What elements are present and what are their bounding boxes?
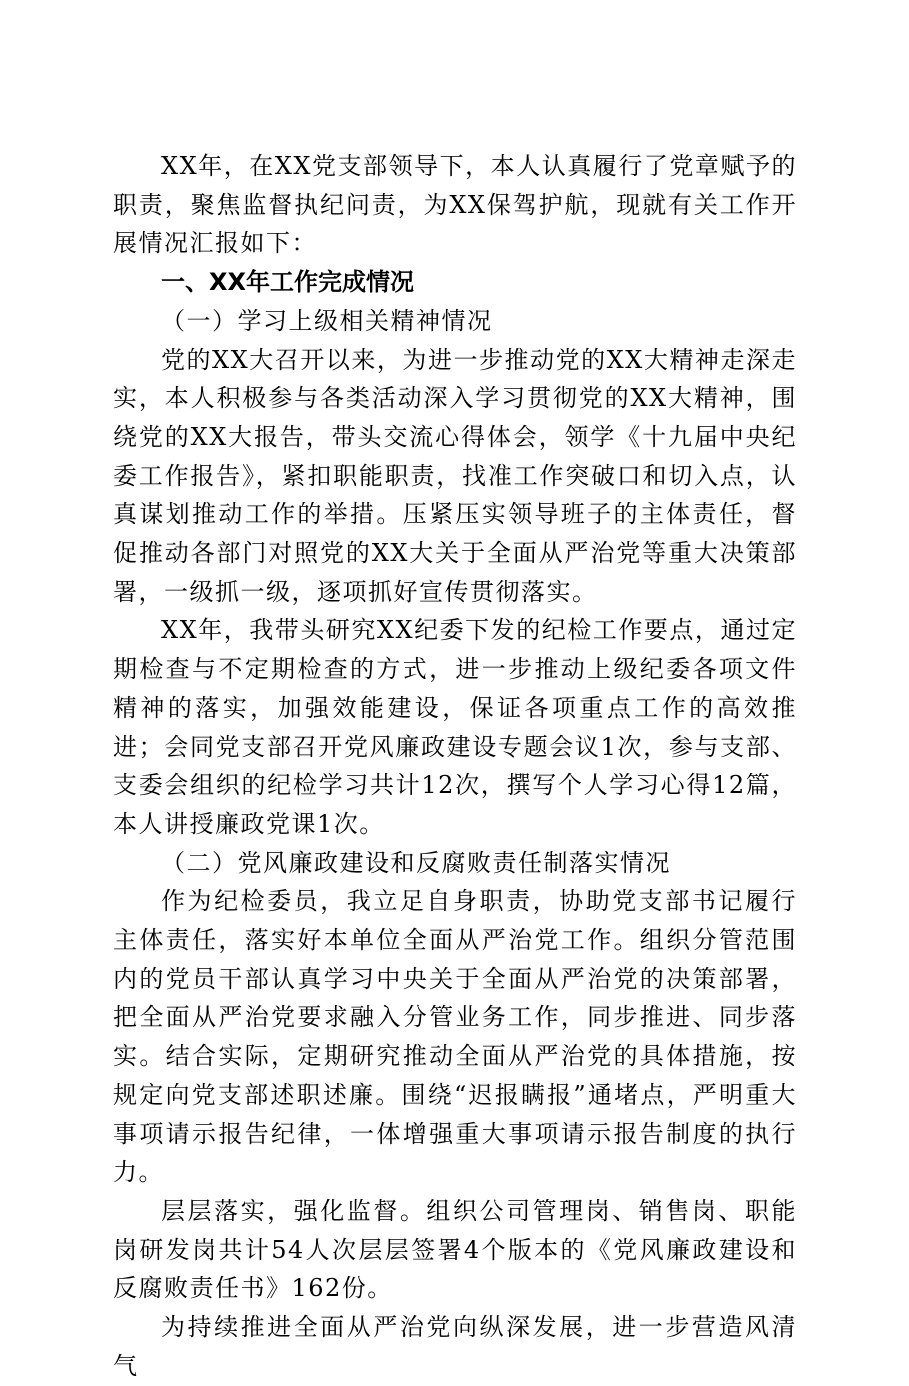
- intro-paragraph: XX年，在XX党支部领导下，本人认真履行了党章赋予的职责，聚焦监督执纪问责，为XX保驾护航，现就有关工作开展情况汇报如下：: [113, 152, 797, 258]
- paragraph-study-spirit: 党的XX大召开以来，为进一步推动党的XX大精神走深走实，本人积极参与各类活动深入学习贯彻党的XX大精神，围绕党的XX大报告，带头交流心得体会，领学《十九届中央纪委工作报告》，紧扣职能职责，找准工作突破口和切入点，认真谋划推动工作的举措。压紧压实领导班子的主体责任，督促推动各部门对照党的XX大关于全面从严治党等重大决策部署，一级抓一级，逐项抓好宣传贯彻落实。: [113, 345, 797, 606]
- subsection-heading-1: （一）学习上级相关精神情况: [161, 306, 493, 335]
- paragraph-supervision: 层层落实，强化监督。组织公司管理岗、销售岗、职能岗研发岗共计54人次层层签署4个版本的《党风廉政建设和反腐败责任书》162份。: [113, 1196, 797, 1303]
- paragraph-study-details: XX年，我带头研究XX纪委下发的纪检工作要点，通过定期检查与不定期检查的方式，进一步推动上级纪委各项文件精神的落实，加强效能建设，保证各项重点工作的高效推进；会同党支部召开党风廉政建设专题会议1次，参与支部、支委会组织的纪检学习共计12次，撰写个人学习心得12篇，本人讲授廉政党课1次。: [113, 616, 797, 838]
- paragraph-continuation: 为持续推进全面从严治党向纵深发展，进一步营造风清气: [113, 1313, 797, 1380]
- subsection-heading-2: （二）党风廉政建设和反腐败责任制落实情况: [161, 848, 671, 877]
- paragraph-responsibility: 作为纪检委员，我立足自身职责，协助党支部书记履行主体责任，落实好本单位全面从严治党工作。组织分管范围内的党员干部认真学习中央关于全面从严治党的决策部署，把全面从严治党要求融入分管业务工作，同步推进、同步落实。结合实际，定期研究推动全面从严治党的具体措施，按规定向党支部述职述廉。围绕“迟报瞒报”通堵点，严明重大事项请示报告纪律，一体增强重大事项请示报告制度的执行力。: [113, 887, 797, 1187]
- section-heading-1: 一、XX年工作完成情况: [161, 268, 415, 297]
- document-body: [113, 147, 797, 1386]
